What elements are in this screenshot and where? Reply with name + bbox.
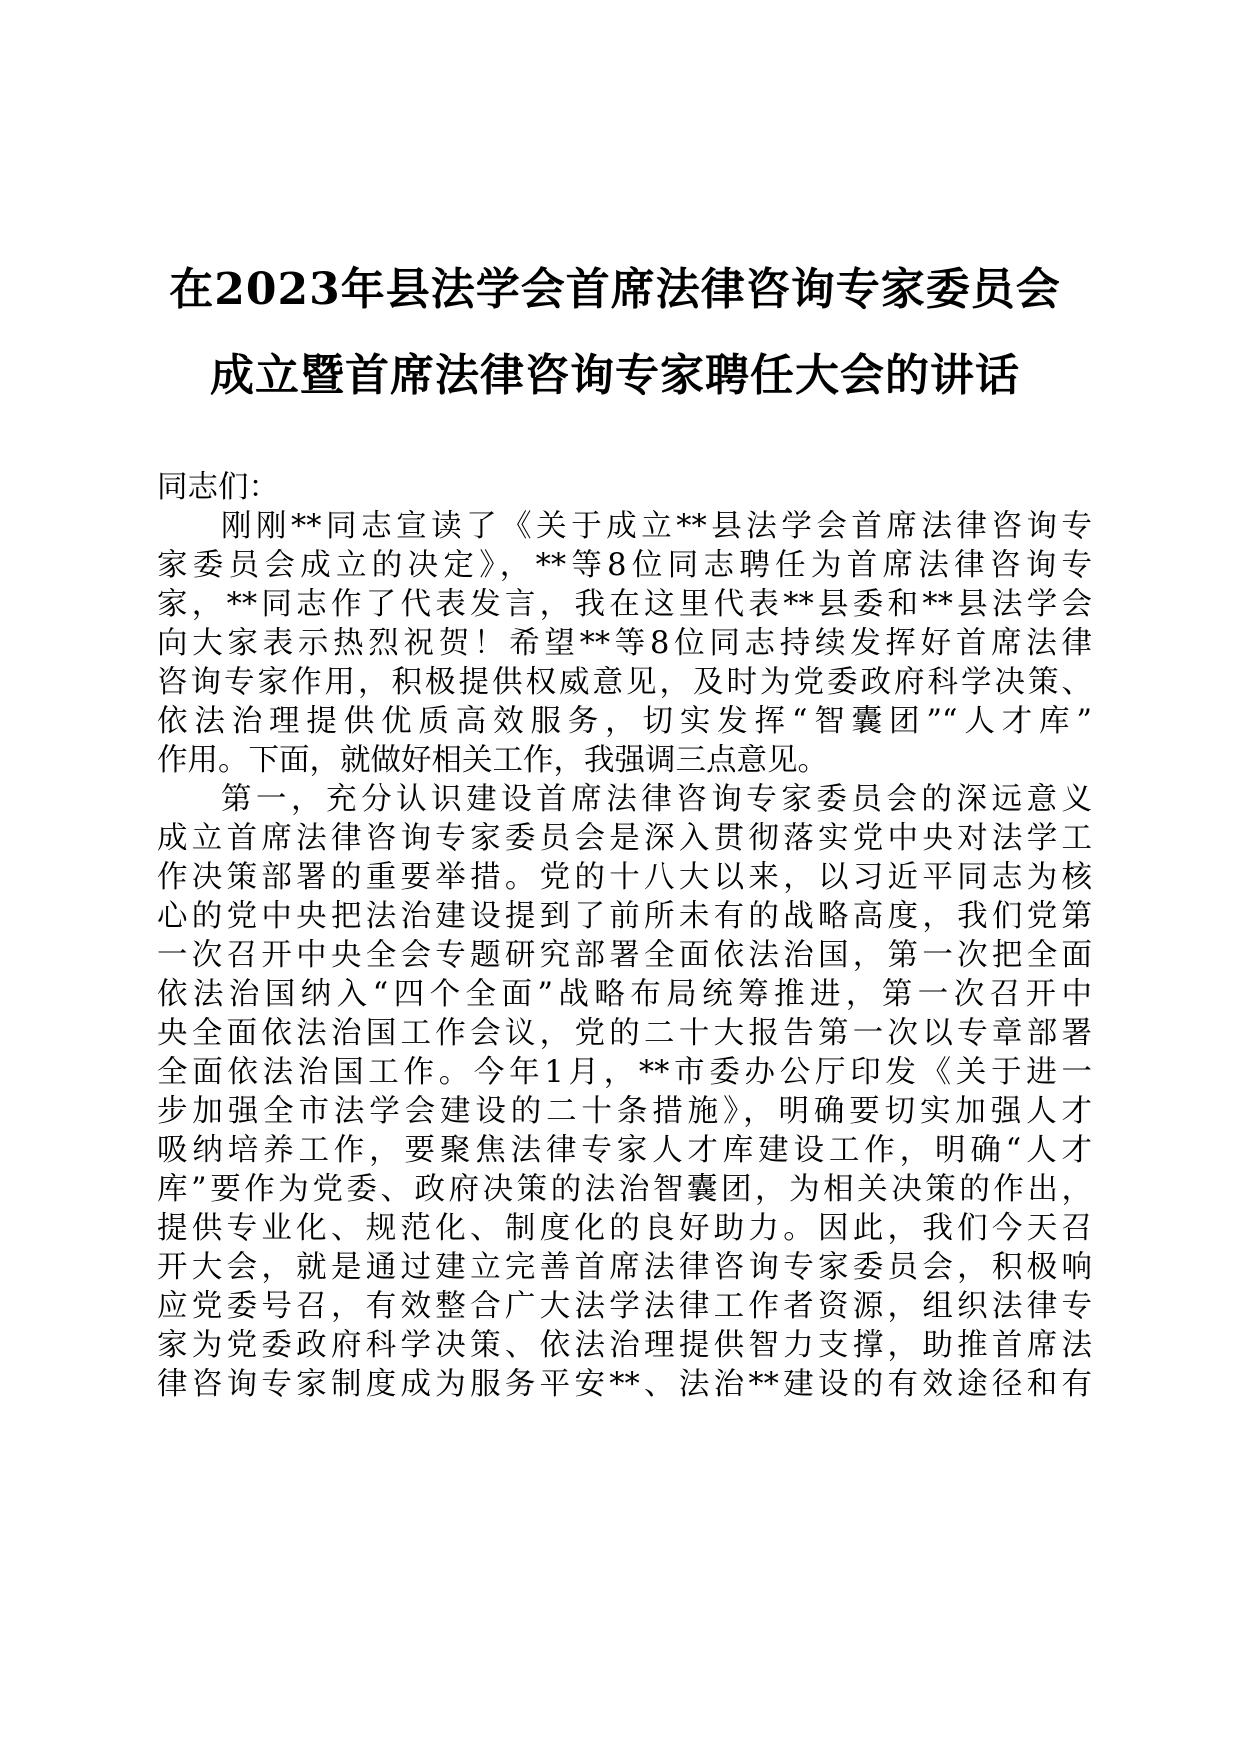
body-line: 律咨询专家制度成为服务平安**、法治**建设的有效途径和有 — [157, 1367, 1092, 1402]
body-line: 央全面依法治国工作会议，党的二十大报告第一次以专章部署 — [157, 1016, 1092, 1051]
body-line: 依法治国纳入“四个全面”战略布局统筹推进，第一次召开中 — [157, 977, 1092, 1012]
title-line-1: 在2023年县法学会首席法律咨询专家委员会 — [169, 264, 1061, 315]
document-body — [157, 468, 1092, 1404]
body-line: 咨询专家作用，积极提供权威意见，及时为党委政府科学决策、 — [157, 665, 1092, 700]
salutation: 同志们： — [157, 470, 279, 505]
title-line-2: 成立暨首席法律咨询专家聘任大会的讲话 — [210, 350, 1020, 401]
body-line: 一次召开中央全会专题研究部署全面依法治国，第一次把全面 — [157, 938, 1092, 973]
body-line: 家为党委政府科学决策、依法治理提供智力支撑，助推首席法 — [157, 1328, 1092, 1363]
body-line: 全面依法治国工作。今年1月，**市委办公厅印发《关于进一 — [157, 1055, 1092, 1090]
body-line: 应党委号召，有效整合广大法学法律工作者资源，组织法律专 — [157, 1289, 1092, 1324]
body-line: 成立首席法律咨询专家委员会是深入贯彻落实党中央对法学工 — [157, 821, 1092, 856]
body-line: 步加强全市法学会建设的二十条措施》，明确要切实加强人才 — [157, 1094, 1092, 1129]
document-title — [150, 247, 1080, 419]
body-line: 作用。下面，就做好相关工作，我强调三点意见。 — [157, 743, 828, 778]
body-line: 家，**同志作了代表发言，我在这里代表**县委和**县法学会 — [157, 587, 1092, 622]
body-line: 库”要作为党委、政府决策的法治智囊团，为相关决策的作出， — [157, 1172, 1092, 1207]
body-line: 依法治理提供优质高效服务，切实发挥“智囊团”“人才库” — [157, 704, 1092, 739]
body-line: 开大会，就是通过建立完善首席法律咨询专家委员会，积极响 — [157, 1250, 1092, 1285]
body-line: 提供专业化、规范化、制度化的良好助力。因此，我们今天召 — [157, 1211, 1092, 1246]
body-line: 家委员会成立的决定》，**等8位同志聘任为首席法律咨询专 — [157, 548, 1092, 583]
body-line: 吸纳培养工作，要聚焦法律专家人才库建设工作，明确“人才 — [157, 1133, 1092, 1168]
section-heading-line: 第一，充分认识建设首席法律咨询专家委员会的深远意义 — [221, 782, 1092, 817]
body-line: 作决策部署的重要举措。党的十八大以来，以习近平同志为核 — [157, 860, 1092, 895]
body-line: 心的党中央把法治建设提到了前所未有的战略高度，我们党第 — [157, 899, 1092, 934]
body-line: 向大家表示热烈祝贺！希望**等8位同志持续发挥好首席法律 — [157, 626, 1092, 661]
body-line: 刚刚**同志宣读了《关于成立**县法学会首席法律咨询专 — [221, 509, 1092, 544]
